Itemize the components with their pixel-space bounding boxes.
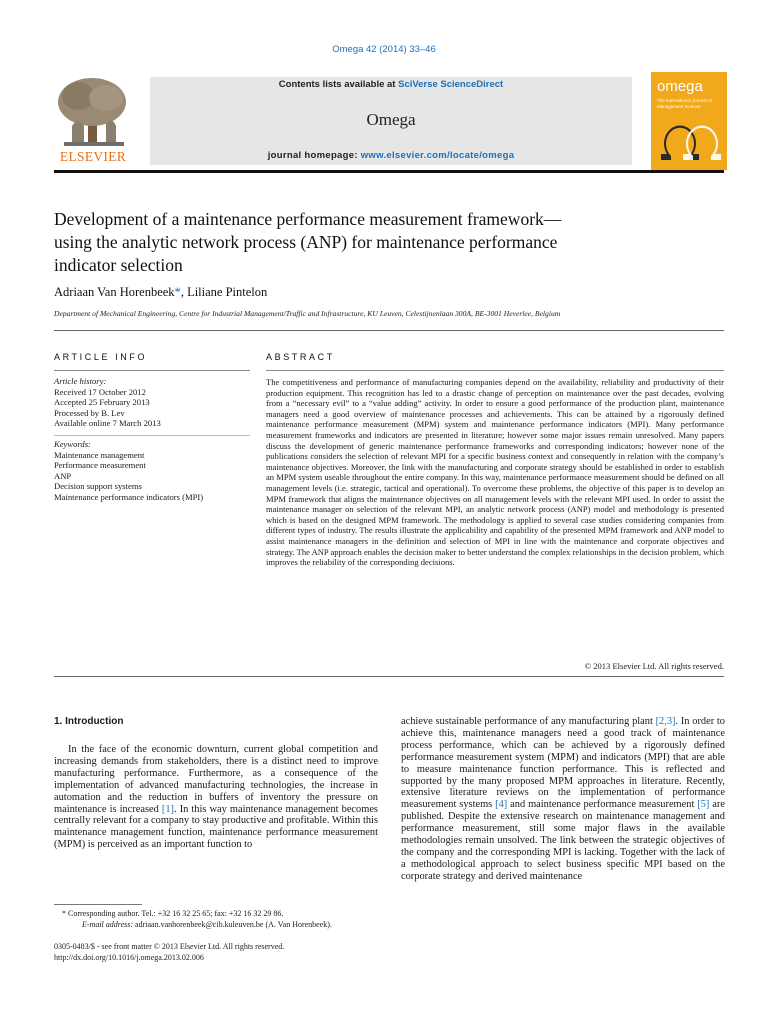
- abstract-text: The competitiveness and performance of manufacturing companies depend on the availability, reliability and productivity of their production equipment. This recognition has led to a drastic change of perception on maintenance over the past decades, evolving from a “necessary evil” to a “value adding” activity. In order to ensure a good performance of the production plant, maintenance managers need a good overview of maintenance processes and achievements. This can be attained by a rigorously defined maintenance performance measurement (MPM) system and maintenance performance indicators (MPI). Many performance measurement frameworks and indicators are presented in literature; however some major issues remain unresolved. Many papers discuss the development of generic maintenance performance frameworks and corresponding indicators; however none of the publications considers the selection of relevant MPI for a specific business context and consequently in relation with the company’s maintenance objectives. Moreover, the link with the manufacturing and corporate strategy should be established in order to establish an MPM system useable throughout the entire company. In this way, maintenance performance measurement should be defined on all management levels (i.e. strategic, tactical and operational). To overcome these problems, the objective of this paper is to develop an MPM framework that aligns the maintenance objectives on all management levels with the relevant MPI used. In order to assist the maintenance manager on selection of the relevant MPI, an analytic network process (ANP) model and methodology is presented which is based on the designed MPM framework. The methodology is applied to several case studies considering companies from different types of industry. The results illustrate the applicability and capability of the presented MPM framework and ANP model to assist maintenance managers in the definition and selection of MPI in line with the maintenance and corporate objectives and strategy. The ANP approach enables the decision maker to better understand the complex relationships in the decision problem, which improves the reliability of the corresponding decisions.: [266, 377, 725, 568]
- cover-title: omega: [657, 78, 703, 95]
- authors: [54, 285, 267, 300]
- email-address[interactable]: adriaan.vanhorenbeek@cib.kuleuven.be (A. Van Horenbeek).: [133, 919, 332, 929]
- abstract-heading: ABSTRACT: [266, 352, 335, 362]
- keyword-item: Maintenance management: [54, 449, 145, 460]
- header-rule: [54, 170, 724, 173]
- keywords-label: Keywords:: [54, 439, 91, 449]
- elsevier-wordmark: ELSEVIER: [59, 149, 127, 164]
- body-text: In the face of the economic downturn, current global competition and increasing demands from stakeholders, there is a distinct need to improve manufacturing performance. Furthermore, as a consequence of the implementation of advanced manufacturing technologies, the increase in automation and the reduction in buffers of inventory the pressure on maintenance is increased: [54, 744, 378, 815]
- journal-name: Omega: [366, 110, 416, 129]
- email-note: [54, 920, 384, 931]
- history-label: Article history:: [54, 376, 107, 386]
- affiliation: Department of Mechanical Engineering, Centre for Industrial Management/Traffic and Infrastructure, KU Leuven, Celestijnenlaan 300A, BE-3001 Heverlee, Belgium: [54, 309, 561, 318]
- issn-doi: [54, 942, 384, 963]
- homepage-link[interactable]: www.elsevier.com/locate/omega: [360, 150, 515, 161]
- paper-title: Development of a maintenance performance measurement framework—using the analytic network process (ANP) for maintenance performance indicator selection: [54, 209, 562, 275]
- article-history: [54, 376, 254, 429]
- citation-link[interactable]: [2,3]: [655, 716, 676, 727]
- section-heading-introduction: 1. Introduction: [54, 716, 124, 727]
- keyword-item: ANP: [54, 470, 72, 481]
- history-item: Received 17 October 2012: [54, 386, 146, 397]
- divider: [54, 435, 250, 436]
- keyword-item: Performance measurement: [54, 460, 146, 471]
- author-separator: ,: [180, 285, 188, 299]
- contents-prefix: Contents lists available at: [278, 79, 399, 90]
- homepage-line: [150, 150, 632, 161]
- history-item: Accepted 25 February 2013: [54, 397, 150, 408]
- divider: [54, 676, 724, 677]
- author-1[interactable]: Adriaan Van Horenbeek: [54, 285, 175, 299]
- email-label: E-mail address:: [82, 919, 134, 929]
- citation-link[interactable]: [1]: [161, 803, 175, 815]
- body-right-column: [401, 716, 725, 883]
- journal-cover: [651, 72, 727, 170]
- body-text: . In order to achieve this, maintenance managers need a good track of maintenance process performance, which can be achieved by a rigorously defined performance measurement system (MPM) and indicators (MPI) that are able to measure maintenance function performance. This is reflected and supported by the many proposed MPM approaches in literature. Recently, extensive literature reviews on the implementation of performance measurement systems: [401, 716, 725, 811]
- body-text: achieve sustainable performance of any manufacturing plant: [401, 716, 656, 727]
- body-text: and maintenance performance measurement: [507, 799, 698, 811]
- footnote-rule: [54, 904, 142, 905]
- omega-symbol-icon: [653, 116, 725, 166]
- history-item: Available online 7 March 2013: [54, 418, 161, 429]
- corresponding-author-note: * Corresponding author. Tel.: +32 16 32 25 65; fax: +32 16 32 29 86.: [62, 909, 284, 918]
- body-text: are published. Despite the extensive research on maintenance management and performance measurement, still some major flaws in the available methodologies remain unsolved. The link between the strategic objectives of the company and the corresponding MPI is lacking. Together with the lack of a methodological approach to select business specific MPI based on the corporate strategy and derived maintenance: [401, 799, 725, 882]
- homepage-prefix: journal homepage:: [267, 150, 361, 161]
- body-text: . In this way maintenance management becomes centrally relevant for a company to stay productive and profitable. Within this maintenance management function, maintenance performance measurement (MPM) is perceived as an important function to: [54, 803, 378, 851]
- citation-link[interactable]: [5]: [697, 799, 710, 811]
- citation-link[interactable]: [4]: [495, 799, 508, 811]
- article-info-heading: ARTICLE INFO: [54, 352, 148, 362]
- issn-line: 0305-0483/$ - see front matter © 2013 Elsevier Ltd. All rights reserved.: [54, 942, 285, 951]
- contents-line: [150, 79, 632, 90]
- history-item: Processed by B. Lev: [54, 407, 125, 418]
- journal-reference[interactable]: Omega 42 (2014) 33–46: [332, 44, 436, 55]
- abstract-copyright: © 2013 Elsevier Ltd. All rights reserved.: [584, 661, 724, 671]
- cover-subtitle: The International Journal of Management Science: [657, 98, 712, 109]
- body-left-column: [54, 744, 378, 851]
- sciencedirect-link[interactable]: SciVerse ScienceDirect: [398, 79, 504, 90]
- author-2[interactable]: Liliane Pintelon: [187, 285, 268, 299]
- elsevier-logo: [54, 76, 132, 166]
- divider: [54, 330, 724, 331]
- doi-link[interactable]: http://dx.doi.org/10.1016/j.omega.2013.02.006: [54, 952, 204, 962]
- keywords: [54, 439, 264, 503]
- footnote: [54, 909, 384, 930]
- keyword-item: Maintenance performance indicators (MPI): [54, 491, 204, 502]
- corresponding-author-mark[interactable]: *: [174, 285, 181, 299]
- divider: [266, 370, 724, 371]
- divider: [54, 370, 250, 371]
- keyword-item: Decision support systems: [54, 481, 142, 492]
